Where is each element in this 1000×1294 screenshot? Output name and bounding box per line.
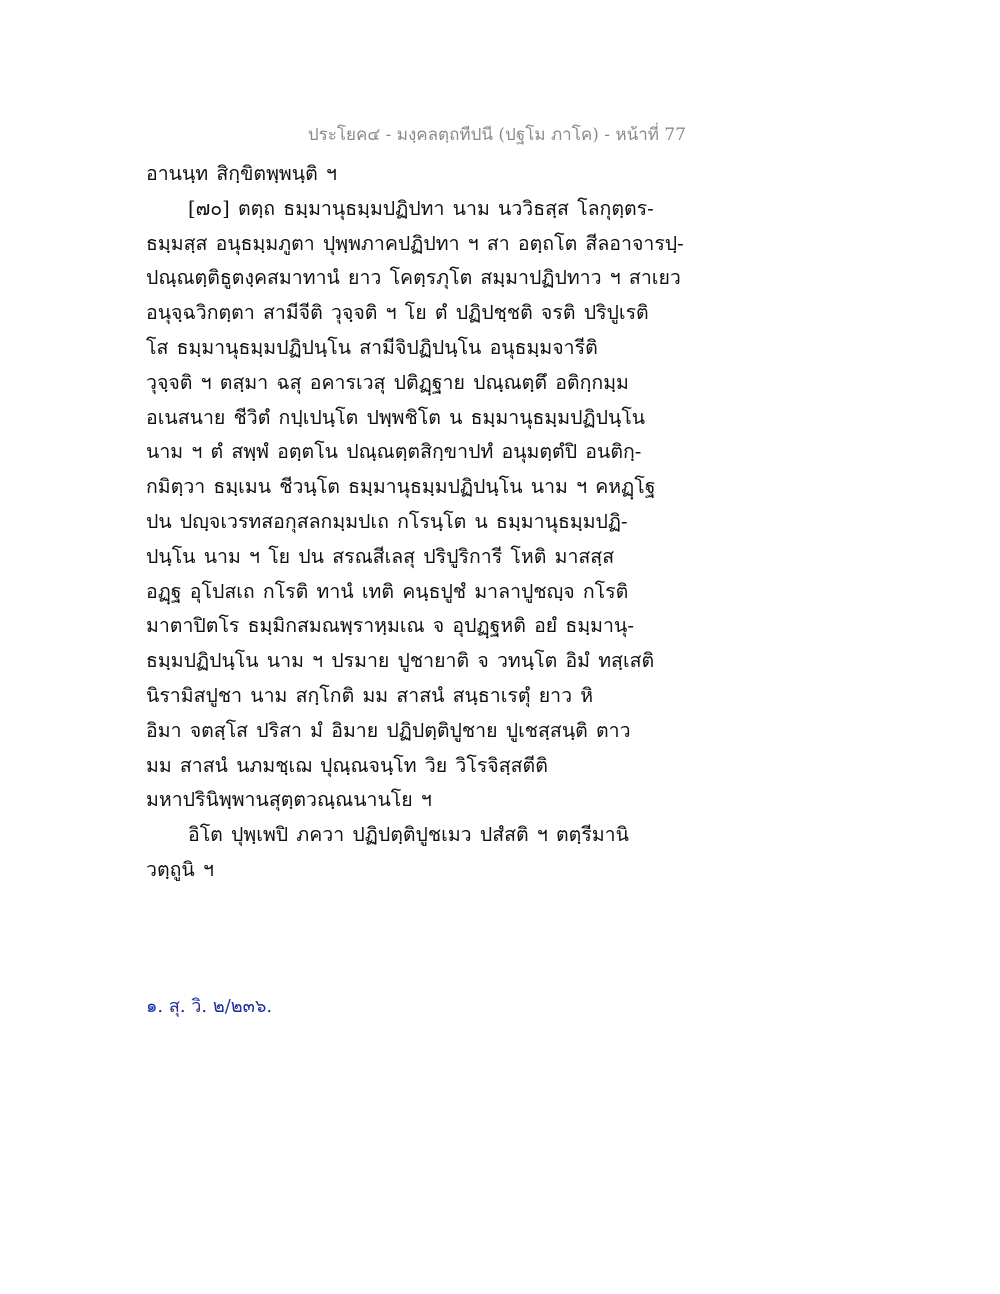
text-line: กมิตฺวา ธมฺเมน ชีวนฺโต ธมฺมานุธมฺมปฏิปนฺโน นาม ฯ คหฏฺโฐ [146, 475, 656, 499]
text-line: โส ธมฺมานุธมฺมปฏิปนฺโน สามีจิปฏิปนฺโน อนุธมฺมจารีติ [146, 335, 598, 359]
text-line: นิรามิสปูชา นาม สกฺโกติ มม สาสนํ สนฺธาเรตุํ ยาว หิ [146, 683, 594, 707]
footnote: ๑. สุ. วิ. ๒/๒๓๖. [146, 996, 273, 1017]
text-line: มหาปรินิพฺพานสุตฺตวณฺณนานโย ฯ [146, 788, 432, 812]
text-line: อานนฺท สิกฺขิตพฺพนฺติ ฯ [146, 162, 337, 185]
page-header: ประโยค๔ - มงฺคลตฺถทีปนี (ปฐโม ภาโค) - หน้าที่ 77 [307, 125, 686, 145]
text-line: อิมา จตสฺโส ปริสา มํ อิมาย ปฏิปตฺติปูชาย ปูเชสฺสนฺติ ตาว [146, 718, 631, 742]
text-line: มาตาปิตโร ธมฺมิกสมณพฺราหฺมเณ จ อุปฏฺฐหติ อยํ ธมฺมานุ- [146, 614, 634, 638]
text-line: อเนสนาย ชีวิตํ กปฺเปนฺโต ปพฺพชิโต น ธมฺมานุธมฺมปฏิปนฺโน [146, 405, 646, 429]
text-line: อิโต ปุพฺเพปิ ภควา ปฏิปตฺติปูชเมว ปสํสติ ฯ ตตฺรีมานิ [188, 823, 629, 847]
text-line: ปน ปญฺจเวรทสอกุสลกมฺมปเถ กโรนฺโต น ธมฺมานุธมฺมปฏิ- [146, 509, 628, 533]
text-line: ปณฺณตฺติธูตงฺคสมาทานํ ยาว โคตฺรภุโต สมฺมาปฏิปทาว ฯ สาเยว [146, 266, 681, 290]
text-line: [๗๐] ตตฺถ ธมฺมานุธมฺมปฏิปทา นาม นววิธสฺส โลกุตฺตร- [188, 196, 654, 220]
text-line: ธมฺมสฺส อนุธมฺมภูตา ปุพฺพภาคปฏิปทา ฯ สา อตฺถโต สีลอาจารปฺ- [146, 231, 684, 255]
text-line: อนุจฺฉวิกตฺตา สามีจีติ วุจฺจติ ฯ โย ตํ ปฏิปชฺชติ จรติ ปริปูเรติ [146, 301, 649, 325]
text-line: มม สาสนํ นภมชฺเฌ ปุณฺณจนฺโท วิย วิโรจิสฺสตีติ [146, 753, 548, 777]
text-line: อฏฺฐ อุโปสเถ กโรติ ทานํ เทติ คนฺธปูชํ มาลาปูชญฺจ กโรติ [146, 579, 629, 603]
text-line: วตฺถูนิ ฯ [146, 857, 214, 881]
body-text [146, 157, 684, 888]
text-line: ธมฺมปฏิปนฺโน นาม ฯ ปรมาย ปูชายาติ จ วทนฺโต อิมํ ทสฺเสติ [146, 649, 655, 673]
text-line: ปนฺโน นาม ฯ โย ปน สรณสีเลสุ ปริปูริการี โหติ มาสสฺส [146, 544, 615, 568]
text-line: นาม ฯ ตํ สพฺพํ อตฺตโน ปณฺณตฺตสิกฺขาปทํ อนุมตฺตํปิ อนติกฺ- [146, 440, 642, 464]
text-line: วุจฺจติ ฯ ตสฺมา ฉสุ อคารเวสุ ปติฏฺฐาย ปณฺณตฺตึ อติกฺกมฺม [146, 370, 629, 394]
